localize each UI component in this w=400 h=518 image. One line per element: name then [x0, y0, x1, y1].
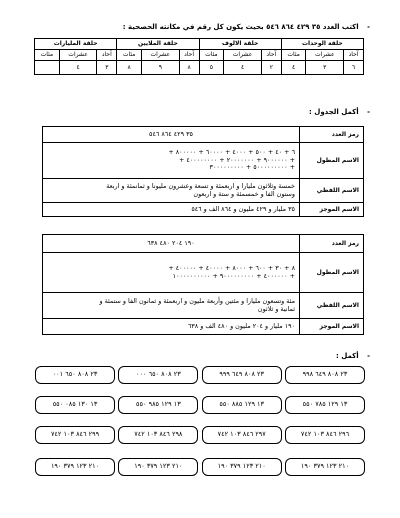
number-box: ٢٣ ٨٠٨ ٦٤٩ ٩٩٩	[202, 366, 282, 384]
digit-cell: ٣	[306, 61, 344, 75]
row-label: رمز العدد	[300, 127, 364, 143]
digit-cell: ٦	[344, 61, 364, 75]
expanded-form	[43, 143, 300, 179]
digit-cell: ٤	[59, 61, 97, 75]
row-label: الاسم اللفظي	[300, 293, 364, 319]
question-1	[123, 23, 370, 31]
row-label: الاسم الموجز	[300, 203, 364, 217]
row-label: الاسم المطول	[300, 253, 364, 293]
bullet: -	[367, 352, 370, 360]
place-value-table	[34, 38, 364, 75]
digit-cell: ٩	[142, 61, 180, 75]
number-box: ٢١٠ ١٢٣ ٣٧٩ ١٩٠	[35, 458, 115, 476]
number-box: ٢١٠ ١٢٣ ٣٧٩ ١٩٠	[118, 458, 198, 476]
class-header: حلقة المليارات	[35, 39, 117, 50]
question-3	[336, 352, 370, 360]
short-form: ١٩٠ مليار و ٢٠٤ مليون و ٤٨٠ الف و ٦٣٨	[43, 319, 300, 335]
digit-cell: ٨	[179, 61, 199, 75]
row-label: رمز العدد	[300, 235, 364, 253]
question-2	[309, 108, 370, 116]
place-header: آحاد	[179, 50, 199, 61]
sequence-row	[35, 396, 365, 414]
verbal-line: ثمانية و ثلاثون	[257, 304, 295, 313]
expanded-line: + ٩٠٠٠٠٠٠ + ٢٠٠٠٠٠٠٠ + ٤٠٠٠٠٠٠٠٠ +	[178, 155, 295, 164]
digit-cell: ٣	[97, 61, 117, 75]
sequence-row	[35, 366, 365, 384]
number-box: ١٣ ١٢٩ ٨٨٥ ٥٥٠	[202, 396, 282, 414]
place-header: آحاد	[344, 50, 364, 61]
place-header: مئات	[35, 50, 60, 61]
number-box: ٢٣ ٨٠٨ ٦٥٠ ٠٠٠	[118, 366, 198, 384]
number-table-1	[42, 126, 364, 217]
verbal-form	[43, 293, 300, 319]
sequence-row	[35, 458, 365, 476]
question-text: اكتب العدد ٣٥ ٤٢٩ ٨٦٤ ٥٤٦ بحيث يكون كل رقم في مكانته الحصحية :	[122, 23, 359, 31]
number-symbol: ٣٥ ٤٢٩ ٨٦٤ ٥٤٦	[43, 127, 300, 143]
class-header: حلقة الوحدات	[281, 39, 363, 50]
expanded-line: ٨ + ٣٠ + ٦٠٠ + ٨٠٠٠ + ٤٠٠٠٠ + ٤٠٠٠٠٠ +	[168, 263, 295, 272]
number-box: ٢٩٧ ٨٤٦ ١٠٣ ٧٤٢	[202, 426, 282, 444]
number-box: ٢٩٨ ٨٤٦ ١٠٣ ٧٤٢	[118, 426, 198, 444]
number-box: ١٣ ١٣٠ ٠٨٥ ٥٥٠	[35, 396, 115, 414]
number-box: ٢٩٦ ٨٤٦ ١٠٣ ٧٤٢	[285, 426, 365, 444]
place-header: عشرات	[306, 50, 344, 61]
digit-cell: ٤	[224, 61, 262, 75]
number-box: ٢٩٩ ٨٤٦ ١٠٣ ٧٤٢	[35, 426, 115, 444]
class-header: حلقة الملايين	[117, 39, 199, 50]
digit-cell	[35, 61, 60, 75]
place-header: عشرات	[59, 50, 97, 61]
number-box: ٢١٠ ١٢٣ ٣٧٩ ١٩٠	[285, 458, 365, 476]
digit-cell: ٨	[117, 61, 142, 75]
expanded-line: ٦ + ٤٠ + ٥٠٠ + ٤٠٠٠ + ٦٠٠٠٠ + ٨٠٠٠٠٠ +	[168, 147, 295, 156]
expanded-form	[43, 253, 300, 293]
row-label: الاسم المطول	[300, 143, 364, 179]
verbal-line: خمسة وثلاثون مليارا و اربعمئة و تسعة وعشرون مليونا و ثمانمئة و اربعة	[106, 181, 295, 190]
place-header: آحاد	[97, 50, 117, 61]
bullet: -	[367, 23, 370, 31]
question-text: أكمل :	[336, 352, 359, 360]
verbal-form	[43, 179, 300, 203]
expanded-line: + ٤٠٠٠٠٠٠ + ٩٠٠٠٠٠٠٠٠٠ + ١٠٠٠٠٠٠٠٠٠٠	[172, 271, 295, 280]
question-text: أكمل الجدول :	[309, 108, 359, 116]
verbal-line: وستون الفا و خمسمئة و ستة و اربعون	[193, 189, 295, 198]
row-label: الاسم الموجز	[300, 319, 364, 335]
class-header: حلقة الالوف	[199, 39, 281, 50]
sequence-row	[35, 426, 365, 444]
number-box: ١٣ ١٢٩ ٧٨٥ ٥٥٠	[285, 396, 365, 414]
number-box: ٢٣ ٨٠٨ ٦٥٠ ٠٠١	[35, 366, 115, 384]
place-header: مئات	[199, 50, 224, 61]
digit-cell: ٤	[281, 61, 306, 75]
number-box: ٢١٠ ١٢٣ ٣٧٩ ١٩٠	[202, 458, 282, 476]
row-label: الاسم اللفظي	[300, 179, 364, 203]
place-header: عشرات	[224, 50, 262, 61]
short-form: ٣٥ مليار و ٤٢٩ مليون و ٨٦٤ الف و ٥٤٦	[43, 203, 300, 217]
number-symbol: ١٩٠ ٢٠٤ ٤٨٠ ٦٣٨	[43, 235, 300, 253]
place-header: مئات	[281, 50, 306, 61]
expanded-line: + ٥٠٠٠٠٠٠٠٠٠ + ٣٠٠٠٠٠٠٠٠٠	[209, 163, 295, 172]
verbal-line: مئة وتسعون مليارا و مئتين وأربعة مليون و اربعمئة و ثمانون الفا و ستمئة و	[99, 296, 295, 305]
bullet: -	[367, 108, 370, 116]
number-box: ٢٣ ٨٠٨ ٦٤٩ ٩٩٨	[285, 366, 365, 384]
number-box: ١٣ ١٢٩ ٩٨٥ ٥٥٠	[118, 396, 198, 414]
place-header: عشرات	[142, 50, 180, 61]
digit-cell: ٢	[261, 61, 281, 75]
place-header: مئات	[117, 50, 142, 61]
digit-cell: ٥	[199, 61, 224, 75]
number-table-2	[42, 234, 364, 335]
place-header: آحاد	[261, 50, 281, 61]
